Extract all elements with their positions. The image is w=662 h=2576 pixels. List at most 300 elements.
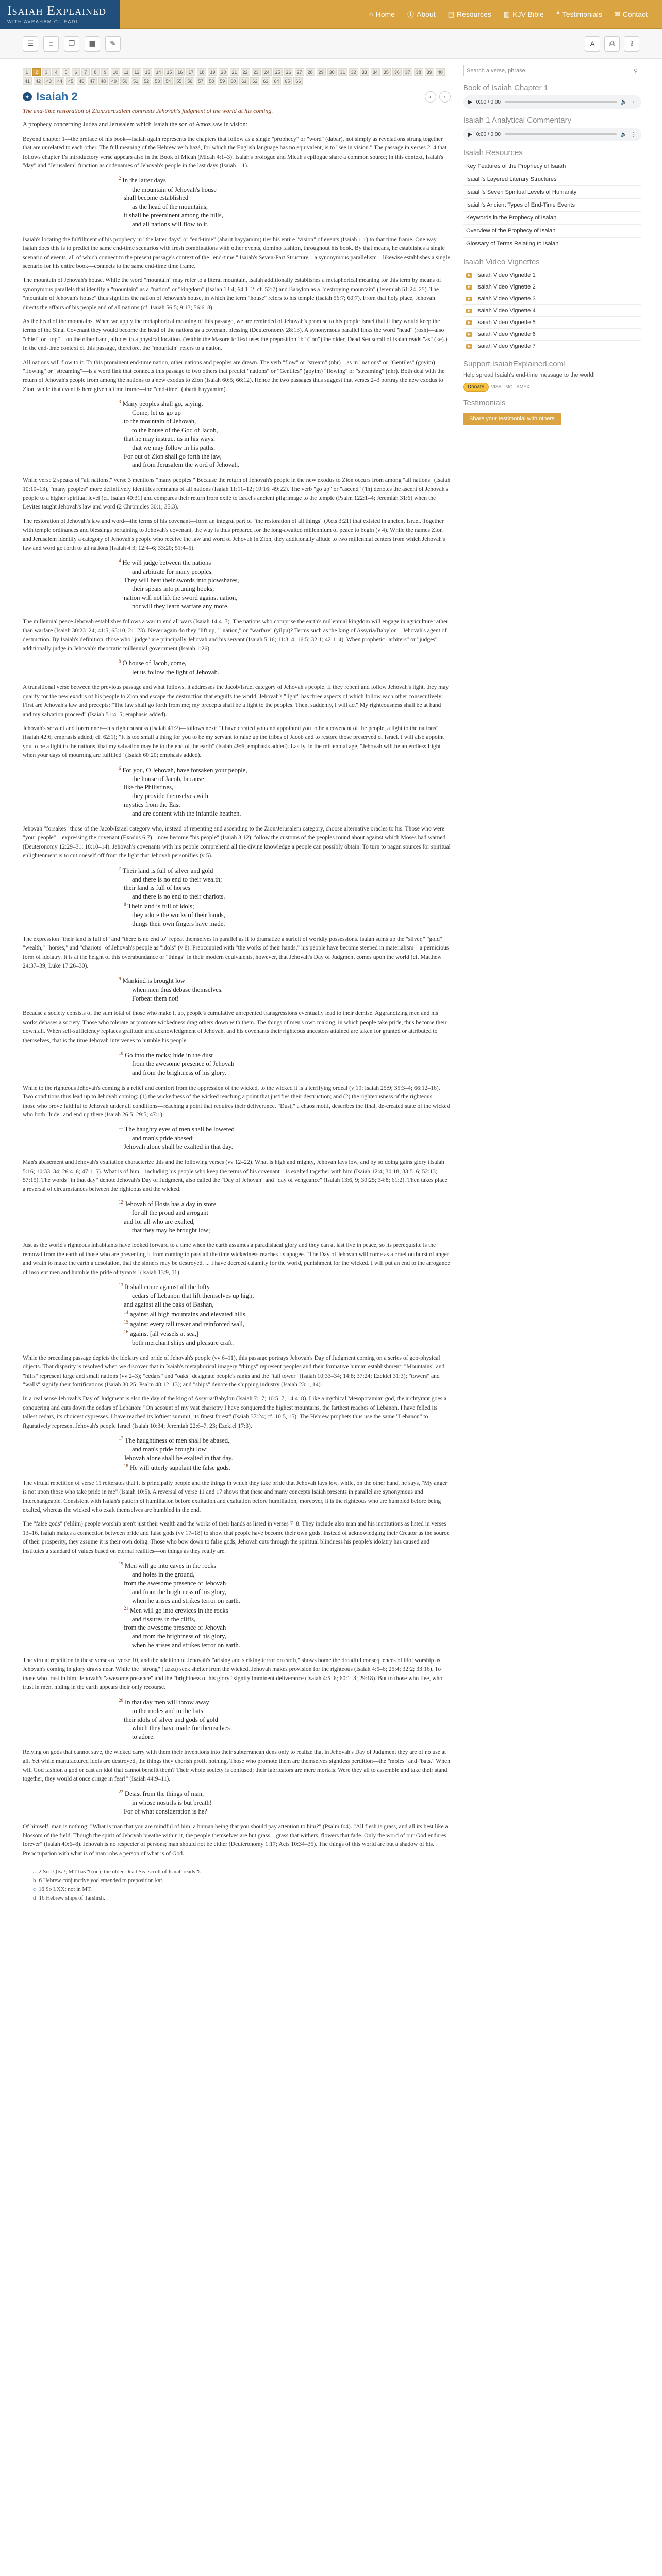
- search-input[interactable]: [463, 65, 641, 76]
- chapter-link[interactable]: 58: [207, 77, 216, 85]
- verse-line: [124, 986, 451, 994]
- print-icon[interactable]: ⎙: [604, 36, 620, 52]
- footnote-key[interactable]: d: [33, 1895, 36, 1902]
- verse-number: 9: [119, 976, 121, 981]
- video-label: Isaiah Video Vignette 4: [476, 308, 536, 314]
- donate-button[interactable]: Donate: [463, 383, 489, 392]
- chapter-link[interactable]: 64: [272, 77, 281, 85]
- chapter-link[interactable]: 35: [382, 68, 391, 76]
- quote-icon: ❝: [556, 10, 560, 18]
- verse-line: [124, 602, 451, 611]
- verse-number: 22: [119, 1789, 123, 1794]
- more-icon[interactable]: ⋮: [631, 99, 636, 105]
- site-logo[interactable]: [0, 0, 120, 29]
- verse-line: [124, 1309, 451, 1319]
- scripture-verse: [119, 175, 451, 228]
- video-link[interactable]: [463, 329, 641, 341]
- verse-number: 3: [119, 399, 121, 405]
- verse-text: both merchant ships and pleasure craft.: [132, 1338, 234, 1346]
- chapter-link[interactable]: 53: [153, 77, 162, 85]
- verse-text: O house of Jacob, come,: [122, 659, 187, 667]
- verse-text: and from the brightness of his glory,: [132, 1633, 226, 1640]
- nav-label: KJV Bible: [512, 10, 544, 19]
- chapter-link[interactable]: 19: [208, 68, 217, 76]
- resource-link[interactable]: Overview of the Prophecy of Isaiah: [463, 225, 641, 238]
- nav-contact[interactable]: [615, 9, 648, 19]
- commentary-paragraph: While verse 2 speaks of "all nations," verse 3 mentions "many peoples." Because the return of Jehovah's people in the new exodus to Zion occurs from among "all nations" (Isaiah 10:10–13), "many peoples" more definitively identifies remnants of all nations (Isaiah 11:11–12; 19:16; 49:22). The verb "go up" or "ascend" ('lh) denotes the ascent of Jehovah's people to a higher spiritual level (cf. Isaiah 40:31) and compares their return from exile to Israel's ancient pilgrimage to the temple (Psalm 122:1–4; Jeremiah 31:6) when the Levites taught Jehovah's law and word (2 Chronicles 30:1; 35:3).: [23, 477, 451, 511]
- next-chapter-icon[interactable]: ›: [439, 91, 451, 103]
- resource-link[interactable]: Isaiah's Seven Spiritual Levels of Humanity: [463, 186, 641, 199]
- verse-line: [119, 1789, 451, 1799]
- chapter-link[interactable]: 32: [349, 68, 358, 76]
- volume-icon[interactable]: 🔈: [620, 99, 627, 105]
- verse-number: 4: [119, 558, 121, 564]
- resource-link[interactable]: Glossary of Terms Relating to Isaiah: [463, 238, 641, 250]
- chapter-link[interactable]: 25: [273, 68, 283, 76]
- verse-text: and there is no end to their chariots.: [132, 893, 225, 901]
- chapter-link[interactable]: 46: [77, 77, 86, 85]
- video-link[interactable]: [463, 281, 641, 293]
- verse-line: [124, 783, 451, 792]
- commentary-paragraph: Of himself, man is nothing: "What is man that you are mindful of him, a human being that you should pay attention to him?" (Psalm 8:4). "All flesh is grass, and all its best like a blossom of the field. Though the spirit of Jehovah breathe within it, the people themselves are but grass—grass that withers, flowers that fade. Only the word of our God endures forever" (Isaiah 40:6–8). Jehovah is no respecter of persons; man should not be either (Deuteronomy 1:17; Acts 10:34–35). The things of this world are but a shadow of his. Preoccupation with what is of man robs a person of what is of God.: [23, 1823, 448, 1857]
- verse-line: [119, 557, 451, 567]
- reader-toolbar: [0, 29, 662, 59]
- verse-line: [124, 1807, 451, 1816]
- verse-text: and arbitrate for many peoples.: [132, 568, 213, 575]
- chapter-link[interactable]: 11: [122, 68, 130, 76]
- chapter-link[interactable]: 37: [403, 68, 412, 76]
- chapter-link[interactable]: 39: [425, 68, 434, 76]
- bible-icon: ▥: [503, 10, 510, 18]
- verse-line: [124, 1060, 451, 1069]
- verse-line: [124, 1226, 451, 1235]
- verse-text: and from Jerusalem the word of Jehovah.: [132, 461, 240, 469]
- card-logos: VISA · MC · AMEX: [491, 384, 530, 390]
- chapter-link[interactable]: 9: [101, 68, 109, 76]
- more-icon[interactable]: ⋮: [631, 131, 636, 138]
- video-link[interactable]: [463, 305, 641, 317]
- logo-subtitle: WITH AVRAHAM GILEADI: [7, 19, 78, 24]
- verse-line: [119, 1199, 451, 1209]
- commentary-paragraph: While the preceding passage depicts the idolatry and pride of Jehovah's people (vv 6–11), this passage portrays Jehovah's Day of Judgment coming on a series of geo-physical objects. That disparity is resolved when we discover that in Isaiah's metaphorical imagery "things" represent peoples and their formative human establishment: "Mountains" and "hills" represent large and small nations (vv 2–3); "cedars" and "oaks" designate people's ranks and the "tall tower" (Isaiah 10:33–34; 14:8; 37:24; Ezekiel 31:3); "towers" and "walls" signify their fortifications (Isaiah 30:25; Psalm 48:12–13); and "ships" denote the shipping industry (Isaiah 23:1, 14).: [23, 1354, 445, 1388]
- verse-number: 21: [124, 1605, 128, 1611]
- verse-text: shall become established: [124, 194, 189, 202]
- chapter-link[interactable]: 61: [239, 77, 249, 85]
- share-icon[interactable]: ⇪: [624, 36, 639, 52]
- verse-text: things their own fingers have made.: [132, 920, 225, 928]
- verse-line: [119, 1050, 451, 1060]
- footnote-text: 16 Hebrew ships of Tarshish.: [39, 1895, 105, 1902]
- verse-text: Men will go into caves in the rocks: [125, 1562, 217, 1570]
- chapter-link[interactable]: 10: [111, 68, 120, 76]
- verse-text: as the head of the mountains;: [132, 203, 208, 211]
- verse-number: 13: [119, 1282, 123, 1287]
- nav-label: About: [417, 10, 436, 19]
- verse-line: [124, 461, 451, 469]
- verse-line: [124, 1733, 451, 1741]
- list-icon[interactable]: ≡: [43, 36, 59, 52]
- footnote-text: 6 Hebrew conjunctive yod emended to preposition kaf.: [39, 1877, 164, 1884]
- chapter-link[interactable]: 51: [131, 77, 140, 85]
- verse-line: [124, 1605, 451, 1615]
- commentary-paragraph: All nations will flow to it. To this prominent end-time nation, other nations and peoples are drawn. The verb "flow" or "stream" (nhr)—as in "nations" or "Gentiles" (goyim) "flowing" or "streaming"—is a word link that connects this passage to two others that predict "nations" or "Gentiles" (goyim) "flowing" or "streaming" (nhr). Both deal with the return of Jehovah's people from among the nations to a new exodus to Zion (Isaiah 60:5; 66:12). Hence the two passages thus suggest that verses 2–3 portray the new exodus to Zion, while that event is here given a time frame—the "end-time" (aharit hayyamim).: [23, 359, 445, 393]
- verse-line: [124, 576, 451, 585]
- nav-resources[interactable]: [448, 9, 491, 19]
- verse-line: [124, 220, 451, 229]
- verse-text: they adore the works of their hands,: [132, 911, 225, 919]
- verse-text: cedars of Lebanon that lift themselves up high,: [132, 1292, 254, 1299]
- audio-progress-bar[interactable]: [505, 101, 617, 103]
- prev-chapter-icon[interactable]: ‹: [425, 91, 436, 103]
- verse-text: Jehovah alone shall be exalted in that day.: [124, 1454, 233, 1462]
- verse-line: [124, 1570, 451, 1579]
- grid-icon[interactable]: ▦: [85, 36, 100, 52]
- verse-line: [124, 1300, 451, 1309]
- verse-text: and from the brightness of his glory,: [132, 1588, 226, 1596]
- verse-line: [124, 1799, 451, 1807]
- verse-text: it shall be preeminent among the hills,: [124, 212, 223, 219]
- verse-line: [124, 1143, 451, 1151]
- verse-text: He will judge between the nations: [122, 559, 211, 567]
- chapter-link[interactable]: 28: [306, 68, 315, 76]
- chapter-link[interactable]: 60: [228, 77, 238, 85]
- videos-heading: Isaiah Video Vignettes: [463, 258, 540, 266]
- chapter-link[interactable]: 16: [175, 68, 185, 76]
- search-icon[interactable]: ⚲: [633, 67, 638, 74]
- verse-number: 2: [119, 176, 121, 181]
- chapter-link[interactable]: 31: [338, 68, 347, 76]
- chapter-link[interactable]: 33: [360, 68, 369, 76]
- verse-text: Come, let us go up: [132, 409, 181, 417]
- chapter-link[interactable]: 63: [261, 77, 270, 85]
- verse-text: and man's pride abased;: [132, 1134, 194, 1142]
- home-icon: ⌂: [369, 10, 373, 18]
- verse-text: and for all who are exalted,: [124, 1217, 195, 1225]
- verse-line: [119, 765, 451, 775]
- video-link[interactable]: [463, 317, 641, 329]
- chapter-link[interactable]: 22: [241, 68, 250, 76]
- scripture-verse: [119, 557, 451, 611]
- chapter-link[interactable]: 23: [252, 68, 261, 76]
- chapter-link[interactable]: 27: [295, 68, 304, 76]
- chapter-link[interactable]: 4: [52, 68, 60, 76]
- verse-line: [124, 1338, 451, 1347]
- chapter-link[interactable]: 14: [154, 68, 163, 76]
- footnote-key[interactable]: c: [33, 1886, 36, 1893]
- chapter-link[interactable]: 65: [283, 77, 292, 85]
- verse-text: Their land is full of idols;: [127, 903, 194, 910]
- chapter-link[interactable]: 29: [317, 68, 326, 76]
- verse-line: [124, 1454, 451, 1463]
- video-play-icon: ▶: [466, 332, 472, 337]
- verse-number: 8: [124, 902, 126, 907]
- chapter-link[interactable]: 57: [196, 77, 205, 85]
- verse-text: from the awesome presence of Jehovah: [124, 1579, 226, 1587]
- chapter-link[interactable]: 13: [143, 68, 152, 76]
- nav-label: Resources: [456, 10, 491, 19]
- video-link[interactable]: [463, 341, 641, 352]
- verse-text: and from the brightness of his glory.: [132, 1069, 226, 1076]
- verse-number: 17: [119, 1435, 123, 1441]
- commentary-paragraph: As the head of the mountains. When we apply the metaphorical meaning of this passage, we are reminded of Jehovah's promise to his people Israel that if they would keep the terms of the Sinai Covenant they would become the head of the nations as a covenant blessing (Deuteronomy 28:13). A synonymous parallel links the word "head" (rosh)—also "chief" or "top"—on the other hand, alludes to a physical location. (Within the Masoretic Text uses the preposition "b" ("on") the older, Dead Sea scroll of Isaiah reads "as" (ke).) In the end-time context of this passage, therefore, the "mountain" refers to a nation.: [23, 318, 448, 352]
- chapter-link[interactable]: 52: [142, 77, 151, 85]
- verse-text: against [all vessels at sea,]: [130, 1330, 199, 1338]
- notes-icon[interactable]: ✎: [105, 36, 121, 52]
- verse-line: [119, 175, 451, 185]
- video-play-icon: ▶: [466, 285, 472, 290]
- verse-line: [124, 1579, 451, 1588]
- verse-text: that they may be brought low;: [132, 1226, 210, 1234]
- verse-line: [124, 801, 451, 809]
- verse-number: 15: [124, 1319, 128, 1325]
- resources-list: [463, 160, 641, 250]
- commentary-paragraph: Man's abasement and Jehovah's exaltation characterize this and the following verses (vv 12–22). What is high and mighty, Jehovah lays low, and by so doing gains glory (Isaiah 5:16; 10:33–34; 26:4–6; 47:1–5). What is of him—including his people who keep the terms of his covenant—is exalted together with him (Isaiah 12:4; 30:18; 33:5–6; 52:13; 57:15). The words "in that day" denote Jehovah's Day of Judgment, also called the "Day of Jehovah" and "day of vengeance" (Isaiah 13:6, 9; 30:25; 34:8; 61:2). Then takes place a reversal of circumstances between the righteous and the wicked.: [23, 1159, 448, 1193]
- videos-list: [463, 269, 641, 352]
- verse-line: [124, 1209, 451, 1217]
- commentary-paragraph: Beyond chapter 1—the preface of his book—Isaiah again represents the chapters that follow as a single "prophecy" or "word" (dabar), not simply as revelations strung together that are unrelated to each other. The full meaning of the Hebrew verb hazá, for which the English language has no equivalent, is to "see in vision." The passage in verses 2–4 that follows chapter 1's introductory verse appears also in the Book of Micah (Micah 4:1–3). Isaiah's prologue and Micah's epilogue share a common source; in this context, Isaiah's "day" and "Jerusalem" function as codenames of Jehovah's people in the last days (Isaiah 1:1).: [23, 135, 447, 170]
- verse-line: [119, 976, 451, 986]
- chapter-summary: A prophecy concerning Judea and Jerusalem which Isaiah the son of Amoz saw in vision:: [23, 121, 247, 128]
- footnote-key[interactable]: a: [33, 1869, 36, 1875]
- play-icon[interactable]: ▶: [468, 131, 472, 138]
- info-icon: ⓘ: [407, 11, 414, 19]
- commentary-paragraph: The millennial peace Jehovah establishes follows a war to end all wars (Isaiah 14:4–7). The nations who comprise the earth's millennial kingdom will engage in agriculture rather than warfare (Isaiah 30:23–24; 41:5; 65:10, 21–23). Never again do they "lift up," "nation," or "warfare" (yilpu)? Terms such as the king of Assyria/Babylon—Jehovah's agent of destruction. By Isaiah's definition, those who "judge" are principally Jehovah and his servant (Isaiah 5:16; 11:3–4; 16:5; 32:1; 42:1–4). When prophetic "arbiters" or "judges" additionally judge in Jehovah's theocratic millennial government (Isaiah 1:26).: [23, 618, 449, 652]
- verse-line: [124, 1329, 451, 1338]
- chapter-link[interactable]: 24: [262, 68, 272, 76]
- verse-text: which they have made for themselves: [132, 1724, 230, 1732]
- nav-about[interactable]: [407, 9, 436, 19]
- chapter-link[interactable]: 47: [88, 77, 97, 85]
- chapter-link[interactable]: 38: [414, 68, 423, 76]
- verse-text: The haughty eyes of men shall be lowered: [124, 1126, 235, 1133]
- verse-line: [119, 1697, 451, 1707]
- chapter-link[interactable]: 42: [34, 77, 43, 85]
- chapter-link[interactable]: 34: [371, 68, 380, 76]
- verse-line: [124, 1632, 451, 1641]
- commentary-paragraph: The restoration of Jehovah's law and word—the terms of his covenant—form an integral part of "the restoration of all things" (Acts 3:21) that existed in ancient Israel. Together with temple ordinances and blessings pertaining to Jehovah's covenant, the way is thus prepared for the long-awaited millennium of peace to begin (v 4). While the names Zion and Jerusalem identify a category of Jehovah's people who receive the law and word of Jehovah in Zion, they additionally allude to two millennial centers from which Jehovah's law and word go forth to all nations (Isaiah 4:3; 12:4–6; 33:20; 51:4–5).: [23, 517, 445, 552]
- nav-label: Contact: [622, 10, 648, 19]
- verse-text: when he arises and strikes terror on earth.: [132, 1641, 240, 1649]
- commentary-paragraph: The "false gods" ('elilim) people worship aren't just their wealth and the works of their hands as listed in verses 7–8. They include also man and his institutions as listed in verses 13–16. Isaiah makes a connection between pride and false gods (vv 17–18) to show that people have become their own gods. Instead of acknowledging their Creator as the source of their prosperity, they assume it is their own doing. Those who bow down to false gods, Jehovah cuts through the spiritual blindness his people's idolatry has caused and institutes a standard of values based on eternal realities—on things as they really are.: [23, 1520, 450, 1554]
- nav-label: Testimonials: [562, 10, 602, 19]
- main-nav: [132, 9, 648, 19]
- chapter-link[interactable]: 45: [66, 77, 75, 85]
- verse-line: [124, 417, 451, 426]
- verse-text: against all high mountains and elevated hills,: [130, 1310, 247, 1318]
- verse-line: [124, 1134, 451, 1143]
- chapter-link[interactable]: 56: [185, 77, 194, 85]
- scripture-verse: [119, 1789, 451, 1816]
- verse-text: In the latter days: [122, 177, 166, 184]
- verse-text: For out of Zion shall go forth the law,: [124, 452, 222, 460]
- scripture-verse: [119, 1435, 451, 1472]
- audio-progress-bar[interactable]: [505, 133, 617, 135]
- verse-text: Jehovah of Hosts has a day in store: [125, 1200, 217, 1208]
- chapter-link[interactable]: 2: [32, 68, 41, 76]
- chapter-link[interactable]: 5: [62, 68, 70, 76]
- verse-text: to the mountain of Jehovah,: [124, 418, 196, 426]
- sidebar: [463, 65, 641, 1903]
- verse-text: The haughtiness of men shall be abased,: [125, 1437, 230, 1445]
- verse-text: For of what consideration is he?: [124, 1807, 207, 1815]
- nav-home[interactable]: [369, 9, 395, 19]
- scripture-verse: [119, 658, 451, 676]
- verse-text: Forbear them not!: [132, 994, 179, 1002]
- menu-icon[interactable]: ☰: [23, 36, 38, 52]
- video-play-icon: ▶: [466, 273, 472, 278]
- video-link[interactable]: [463, 293, 641, 305]
- video-label: Isaiah Video Vignette 1: [476, 272, 536, 278]
- analytical-heading: Isaiah 1 Analytical Commentary: [463, 116, 572, 125]
- verse-text: mystics from the East: [124, 801, 180, 809]
- play-icon[interactable]: ▶: [468, 99, 472, 105]
- verse-number: 16: [124, 1329, 128, 1334]
- verse-text: He will utterly supplant the false gods.: [130, 1464, 230, 1471]
- verse-line: [124, 1716, 451, 1724]
- footnote-text: 2 So 1QIsaᵃ; MT has ב (on); the older Dead Sea scroll of Isaiah reads כ.: [38, 1869, 201, 1875]
- verse-text: Go into the rocks; hide in the dust: [125, 1052, 213, 1059]
- chapter-link[interactable]: 49: [109, 77, 119, 85]
- audio-player[interactable]: [463, 95, 641, 109]
- verse-text: Desist from the things of man,: [125, 1790, 204, 1798]
- verse-text: and fissures in the cliffs,: [132, 1615, 196, 1623]
- commentary-paragraph: Isaiah's locating the fulfillment of his prophecy in "the latter days" or "end-time" (aharit hayyamim) ties his entire "vision" of events (Isaiah 1:1) to that time frame. One way Isaiah does this is to predict the same end-time scenarios with fresh combinations with other events, domino fashion, throughout his book. By that means, he establishes a single scenario of events, all of which connect to the present passage's context of the "end-time." Isaiah's Seven-Part Structure—a synonymous parallelism—likewise establishes a single scenario for his entire book—connects to the same end-time time frame.: [23, 235, 450, 270]
- resource-link[interactable]: Key Features of the Prophecy of Isaiah: [463, 160, 641, 173]
- resource-link[interactable]: Keywords in the Prophecy of Isaiah: [463, 212, 641, 225]
- chapter-link[interactable]: 59: [218, 77, 227, 85]
- chapter-link[interactable]: 15: [164, 68, 174, 76]
- footnote: [23, 1876, 451, 1885]
- verse-number: 12: [119, 1199, 123, 1205]
- chapter-link[interactable]: 20: [219, 68, 228, 76]
- audio-time: 0:00 / 0:00: [476, 131, 501, 138]
- verse-text: that we may follow in his paths.: [132, 444, 216, 451]
- chapter-link[interactable]: 26: [284, 68, 293, 76]
- verse-line: [124, 452, 451, 461]
- verse-line: [124, 211, 451, 220]
- nav-testimonials[interactable]: [556, 9, 602, 19]
- video-link[interactable]: [463, 269, 641, 281]
- chapter-link[interactable]: 62: [250, 77, 259, 85]
- chapter-link[interactable]: 8: [91, 68, 100, 76]
- verse-number: 7: [119, 866, 121, 871]
- video-play-icon: ▶: [466, 320, 472, 325]
- verse-text: they provide themselves with: [132, 792, 208, 800]
- verse-line: [124, 1724, 451, 1733]
- verse-line: [124, 426, 451, 435]
- chapter-link[interactable]: 7: [81, 68, 90, 76]
- verse-number: 5: [119, 658, 121, 664]
- verse-text: to adore.: [132, 1733, 155, 1741]
- chapter-link[interactable]: 50: [120, 77, 129, 85]
- verse-text: in whose nostrils is but breath!: [132, 1799, 212, 1806]
- chapter-link[interactable]: 12: [132, 68, 141, 76]
- chapter-link[interactable]: 40: [436, 68, 445, 76]
- commentary-paragraph: The virtual repetition in these verses of verse 10, and the addition of Jehovah's "arising and striking terror on earth," shows home the dreadful consequences of idol worship as Jehovah's coming in glory draws near. While the "strong" ('uzzu) seek shelter from the wicked, Jehovah makes provision for the righteous (Isaiah 4:5–6; 25:4; 32:2; 33:16). To those who trust in him, Jehovah's "awesome presence" and the "brightness of his glory" signify imminent deliverance (Isaiah 4:5–6; 60:1–3; 29:18). But to those who flee, who trust in men, hiding in the earth appears their only recourse.: [23, 1657, 443, 1691]
- chapter-link[interactable]: 44: [55, 77, 64, 85]
- chapter-link[interactable]: 17: [186, 68, 195, 76]
- verse-text: Their land is full of silver and gold: [122, 867, 213, 874]
- chapter-link[interactable]: 36: [392, 68, 402, 76]
- footnote-text: 16 So LXX; not in MT.: [38, 1886, 92, 1893]
- verse-line: [124, 1445, 451, 1454]
- chapter-link[interactable]: 30: [327, 68, 337, 76]
- verse-text: and there is no end to their wealth;: [132, 875, 222, 883]
- verse-line: [124, 585, 451, 594]
- verse-line: [124, 1615, 451, 1624]
- chapter-link[interactable]: 41: [23, 77, 32, 85]
- resources-heading: Isaiah Resources: [463, 148, 523, 157]
- chapter-link[interactable]: 21: [230, 68, 239, 76]
- book-icon: ▤: [448, 10, 454, 18]
- verse-line: [124, 792, 451, 801]
- verse-number: 20: [119, 1697, 123, 1703]
- verse-line: [124, 1319, 451, 1329]
- chapter-link[interactable]: 6: [72, 68, 80, 76]
- commentary-paragraph: Jehovah "forsakes" those of the Jacob/Israel category who, instead of repenting and ascending to the Zion/Jerusalem category, choose alternative oracles to his. Those who were "your people"—expressing the covenant (Exodus 6:7)—now become "his people" (Isaiah 3:12); follow the customs of the peoples round about against which Moses had warned (Deuteronomy 12:29–31; 18:10–14). Jehovah's covenants with his people comprehend all the divine knowledge a people can possibly obtain. To turn to pagan sources for spiritual enlightenment is to cut oneself off from the light that Jehovah personifies (v 5).: [23, 825, 451, 859]
- verse-text: nor will they learn warfare any more.: [132, 603, 229, 610]
- verse-text: nation will not lift the sword against nation,: [124, 594, 238, 602]
- footnote: [23, 1894, 451, 1903]
- share-testimonial-button[interactable]: Share your testimonial with others: [463, 413, 561, 425]
- chapter-link[interactable]: 55: [174, 77, 184, 85]
- chapter-link[interactable]: 18: [197, 68, 206, 76]
- commentary-paragraph: While to the righteous Jehovah's coming is a relief and comfort from the oppression of the wicked, to the wicked it is a terrifying ordeal (v 19; Isaiah 25:9; 35:3–4; 66:12–16). Two conditions thus lead up to Jehovah coming: (1) the wickedness of the wicked reaching a point that justifies their destruction; and (2) the righteousness of the righteous—those who prove faithful to Jehovah under all conditions—reaching a point that requires their deliverance. "Dust," a chaos motif, describes the final, de-created state of the wicked who both "hide" and end up there (Isaiah 26:5; 29:5; 47:1).: [23, 1084, 450, 1118]
- verse-text: the mountain of Jehovah's house: [132, 185, 217, 193]
- scripture-verse: [119, 976, 451, 1003]
- chapter-link[interactable]: 43: [44, 77, 54, 85]
- footnote-key[interactable]: b: [33, 1877, 36, 1884]
- commentary-paragraph: A transitional verse between the previous passage and what follows, it addresses the Jacob/Israel category of Jehovah's people. If they repent and follow Jehovah's light, they may qualify for the new exodus of his people to Zion and escape the destruction that engulfs the world. Jehovah's "light" has three aspects of which follow each other consecutively: First are Jehovah's law and precepts: "The law shall go forth from me; my precepts shall be a light to the peoples. Then, suddenly, I will act" My righteousness shall be at hand and my salvation proceed" (Isaiah 51:4–5; emphasis added).: [23, 684, 449, 718]
- chapter-link[interactable]: 3: [42, 68, 51, 76]
- commentary-paragraph: Just as the world's righteous inhabitants have looked forward to a time when the earth assumes a paradisiacal glory and they can at last live in peace, so its prerequisite is the removal from the earth of those who are preventing it from coming to pass all the time wickedness reaches its apogee. "The Day of Jehovah will come as a cruel outburst of anger and wrath to make the earth a desolation, that the sinners may be destroyed. ... I have decreed calamity for the world, punishment for the wicked. I will put an end to the arrogance of insolent men and humble the pride of tyrants" (Isaiah 13:9, 11).: [23, 1242, 450, 1276]
- video-play-icon: ▶: [466, 297, 472, 301]
- chapter-link[interactable]: 54: [163, 77, 173, 85]
- scripture-verse: [119, 765, 451, 818]
- verse-number: 19: [119, 1561, 123, 1566]
- audio-player-analytical[interactable]: [463, 128, 641, 141]
- chapter-link[interactable]: 1: [23, 68, 31, 76]
- volume-icon[interactable]: 🔈: [620, 131, 627, 138]
- nav-label: Home: [375, 10, 395, 19]
- resource-link[interactable]: Isaiah's Layered Literary Structures: [463, 173, 641, 186]
- verse-text: when men thus debase themselves.: [132, 986, 223, 993]
- verse-line: [124, 884, 451, 892]
- chapter-link[interactable]: 66: [293, 77, 303, 85]
- verse-line: [124, 911, 451, 920]
- chapter-content: [23, 65, 451, 1903]
- verse-text: For you, O Jehovah, have forsaken your people,: [122, 766, 247, 774]
- verse-line: [124, 185, 451, 194]
- support-text: Help spread Isaiah's end-time message to the world!: [463, 372, 595, 378]
- verse-text: and against all the oaks of Bashan,: [124, 1300, 214, 1308]
- verse-number: 18: [124, 1463, 128, 1468]
- footnotes: [23, 1863, 451, 1903]
- book-heading: Book of Isaiah Chapter 1: [463, 83, 549, 92]
- chapter-link[interactable]: 48: [98, 77, 108, 85]
- video-label: Isaiah Video Vignette 7: [476, 343, 536, 349]
- nav-kjv-bible[interactable]: [504, 9, 544, 19]
- scripture-verse: [119, 1561, 451, 1650]
- mail-icon: ✉: [614, 10, 620, 18]
- verse-text: Men will go into crevices in the rocks: [130, 1606, 228, 1614]
- resource-link[interactable]: Isaiah's Ancient Types of End-Time Events: [463, 199, 641, 212]
- verse-text: their land is full of horses: [124, 884, 191, 892]
- verse-line: [124, 920, 451, 928]
- verse-line: [124, 1217, 451, 1226]
- bookmark-icon[interactable]: ❐: [64, 36, 79, 52]
- font-size-icon[interactable]: A: [585, 36, 600, 52]
